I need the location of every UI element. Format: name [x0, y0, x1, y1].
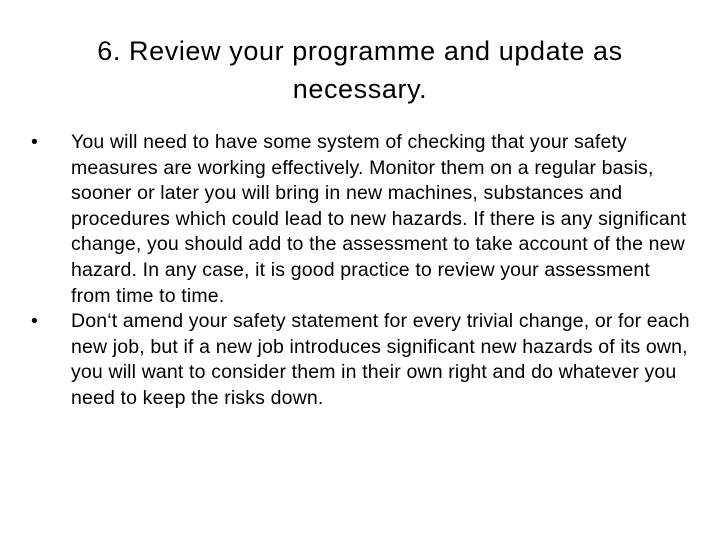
bullet-item — [30, 309, 690, 411]
bullet-icon: • — [31, 310, 38, 333]
bullet-list — [30, 130, 690, 412]
bullet-item — [30, 130, 690, 309]
bullet-text: Don‘t amend your safety statement for every trivial change, or for each new job, but if a new job introduces significant new hazards of its own, you will want to consider them in their own right and do whatever you need to keep the risks down. — [71, 310, 690, 409]
bullet-text: You will need to have some system of checking that your safety measures are working effectively. Monitor them on a regular basis, sooner or later you will bring in new machines, substances and procedures which could lead to new hazards. If there is any significant change, you should add to the assessment to take account of the new hazard. In any case, it is good practice to review your assessment from time to time. — [71, 131, 687, 307]
slide-title: 6. Review your programme and update as necessary. — [97, 36, 623, 104]
bullet-icon: • — [31, 131, 38, 153]
